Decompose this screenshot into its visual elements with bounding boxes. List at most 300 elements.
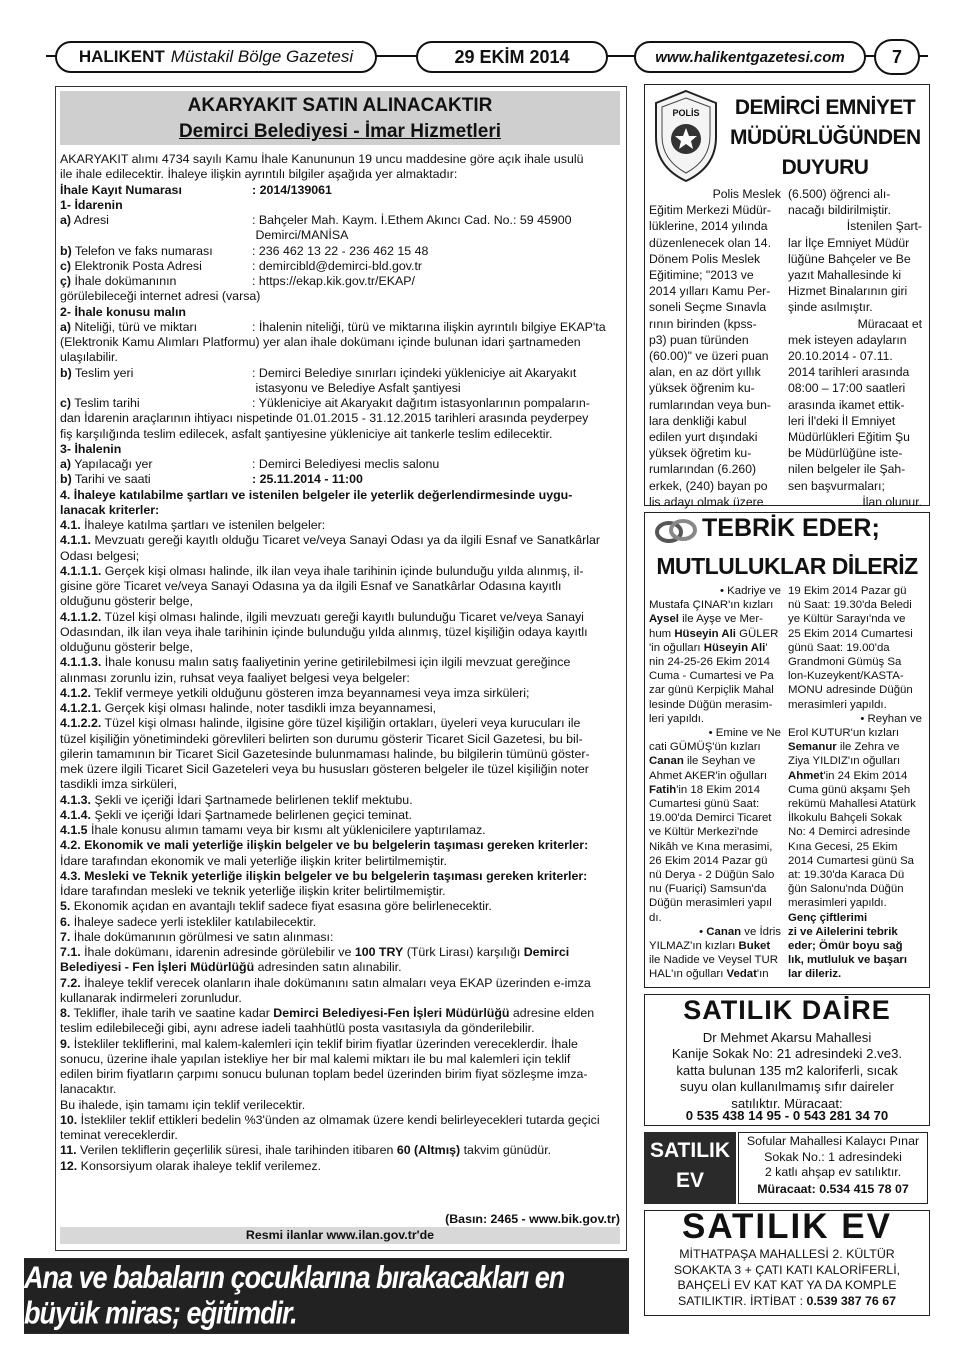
- tender-ad-title: AKARYAKIT SATIN ALINACAKTIR: [187, 95, 493, 116]
- ad-line: [60, 655, 620, 670]
- column-line: Nikâh ve Kına merasimi,: [649, 840, 773, 853]
- column-line: edilen yurt dışındaki: [649, 430, 758, 445]
- ad-line-key: [60, 457, 252, 472]
- column-line: 08:00 – 17:00 saatleri: [788, 381, 906, 396]
- column-line: Müracaat et: [857, 316, 922, 331]
- ad-line: [60, 228, 620, 243]
- ad-line-key: [60, 183, 252, 198]
- ad-line-value: : 25.11.2014 - 11:00: [252, 472, 363, 487]
- ad-line-bold: 60 (Altmış): [396, 1143, 461, 1158]
- ad-line-text: İstekliler tekliflerini, mal kalem-kalemleri için teklif birim fiyatlar üzerinden vereceklerdir. İhale: [70, 1036, 578, 1051]
- website-pill[interactable]: [634, 41, 866, 73]
- ad-line-key: [60, 259, 252, 274]
- ad-line-text: Mevzuatı gereği kayıtlı olduğu Ticaret ve/veya Sanayi Odası ya da ilgili Esnaf ve Sanatkârlar: [91, 533, 600, 548]
- ad-line: [60, 564, 620, 579]
- ad-line-text: AKARYAKIT alımı 4734 sayılı Kamu İhale Kanununun 19 uncu maddesine göre açık ihale usulü: [60, 152, 584, 166]
- house2-ad-title: SATILIK EV: [682, 1207, 892, 1246]
- ad-line-key-prefix: c): [60, 258, 72, 273]
- ad-line: [60, 762, 620, 777]
- ad-line-number: 11.: [60, 1143, 77, 1158]
- tender-ad-subtitle: Demirci Belediyesi - İmar Hizmetleri: [178, 121, 502, 142]
- column-line: 2014 yılları Kamu Per-: [649, 284, 771, 299]
- ad-line-text: (Elektronik Kamu Alımları Platformu) yer alan ihale dokümanı içinde bulunan idari şartnameden: [60, 335, 581, 349]
- ad-line-number: 10.: [60, 1112, 78, 1127]
- ad-line: [60, 671, 620, 686]
- ad-line-number: 12.: [60, 1158, 78, 1173]
- column-line: lesinde Düğün merasim-: [649, 698, 773, 711]
- column-line: Cumartesi günü Saat:: [649, 798, 760, 811]
- ad-line: [60, 350, 620, 365]
- column-line: 19 Ekim 2014 Pazar gü: [788, 585, 907, 597]
- ad-line-text: İdare tarafından mesleki ve teknik yeterliğe ilişkin kriter belirtilmemiştir.: [60, 884, 446, 898]
- ad-line-text-2: (Türk Lirası) karşılığı: [403, 945, 524, 959]
- ad-line: [60, 716, 620, 731]
- ad-line-text-2: adresine elden: [509, 1006, 595, 1020]
- police-logo-text: POLİS: [672, 108, 700, 118]
- column-line: yazıt Mahallesinde ki: [788, 268, 902, 283]
- column-line: erkek, (240) bayan po: [649, 478, 768, 493]
- house2-ad-last-line: [646, 1294, 928, 1308]
- ad-line-key-text: Yapılacağı yer: [71, 457, 153, 471]
- ad-line-value: : https://ekap.kik.gov.tr/EKAP/: [252, 274, 415, 288]
- ad-line: [60, 1006, 620, 1021]
- ad-line: [60, 732, 620, 747]
- ad-line-text: gisine göre Ticaret ve/veya Sanayi Odasına ya da ilgili Esnaf ve Sanatkârlar Odasına kayıtlı: [60, 579, 562, 593]
- police-text-col-1: [649, 186, 781, 510]
- ad-line-text: Konsorsiyum olarak ihaleye teklif verilemez.: [77, 1158, 322, 1173]
- ad-line-key-prefix: a): [60, 213, 72, 227]
- column-line: Semanur ile Zehra ve: [788, 741, 900, 754]
- ad-text-line: satılıktır. Müracaat:: [731, 1095, 843, 1111]
- paper-name-pill: [55, 41, 377, 73]
- house-ad-label-1: SATILIK: [649, 1139, 731, 1162]
- column-line: ile Nadide ve Veysel TUR: [649, 954, 778, 967]
- ad-line-key: [60, 396, 252, 411]
- ad-line-text: Tüzel kişi olması halinde, ilgili mevzuatı gereği kayıtlı bulunduğu Ticaret ve/veya Sanayi: [101, 609, 584, 624]
- ad-line-key-prefix: b): [60, 472, 72, 487]
- ad-line: [60, 1098, 620, 1113]
- police-text-col-2: [788, 186, 922, 510]
- ad-line: [60, 930, 620, 945]
- ad-line: [60, 411, 620, 426]
- column-line: Müdürlükleri Eğitim Şu: [788, 430, 910, 445]
- ad-line-key-text: Teslim yeri: [71, 365, 134, 380]
- tender-ad-title-block: [60, 91, 620, 145]
- column-line: • Reyhan ve: [860, 712, 922, 725]
- column-line: zi ve Ailelerini tebrik: [788, 925, 898, 938]
- column-line: ve Kültür Merkezi'nde: [649, 826, 759, 839]
- ad-line-number: 4.1.1.: [60, 533, 92, 548]
- ad-line: [60, 1082, 620, 1097]
- ad-line-text-2: adresinden satın alınabilir.: [254, 960, 402, 975]
- column-line: Erol KUTUR'un kızları: [788, 727, 900, 740]
- ad-line-number: 8.: [60, 1006, 71, 1020]
- paper-name: HALIKENT: [78, 47, 165, 66]
- congrats-text-col-2: [788, 584, 922, 982]
- column-line: Ziya YILDIZ'ın oğulları: [788, 755, 901, 768]
- ad-line: [60, 335, 620, 350]
- ad-line-text: olduğunu gösterir belge,: [60, 640, 193, 654]
- column-line: merasimleri yapıldı.: [788, 897, 887, 910]
- column-line: Cuma - Cumartesi ve Pa: [649, 670, 774, 683]
- ad-line-value: : Bahçeler Mah. Kaym. İ.Ethem Akıncı Cad. No.: 59 45900: [252, 213, 572, 227]
- column-line: leri İl'deki İl Emniyet: [788, 413, 896, 428]
- column-line: dı.: [649, 911, 662, 924]
- ad-line-key-prefix: a): [60, 319, 72, 334]
- column-line: alan, en az dört yıllık: [649, 365, 761, 380]
- ad-line-text: kullanarak indirmeleri zorunludur.: [60, 990, 242, 1005]
- ad-line-text: İhaleye teklif verecek olanların ihale dokümanını satın almaları veya EKAP üzerinden e-imza: [80, 975, 591, 990]
- ad-line-key-prefix: ç): [60, 274, 72, 288]
- ad-line: [60, 320, 620, 335]
- ad-line-value: : Demirci Belediye sınırları içindeki yükleniciye ait Akaryakıt: [252, 365, 577, 380]
- ad-line-key: [60, 274, 252, 289]
- column-line: soneli Seçme Sınavla: [649, 300, 767, 315]
- column-line: No: 4 Demirci adresinde: [788, 826, 911, 839]
- column-line: mek isteyen adayların: [788, 332, 907, 347]
- ad-line: [60, 808, 620, 823]
- column-line: (6.500) öğrenci alı-: [788, 187, 891, 201]
- column-line: rekümü Mahallesi Atatürk: [788, 798, 916, 811]
- ad-line-text: sonucu, üzerine ihale yapılan istekliye her bir mal kalemi miktarı ile bu mal kalemleri için teklif: [60, 1051, 571, 1066]
- column-line: lis adayı olmak üzere: [649, 494, 764, 509]
- press-note: (Basın: 2465 - www.bik.gov.tr): [445, 1212, 620, 1226]
- column-line: Kına Gecesi, 25 Ekim: [788, 840, 898, 853]
- column-line: lüklerine, 2014 yılında: [649, 219, 768, 234]
- ad-line: [60, 1113, 620, 1128]
- ad-line: [60, 793, 620, 808]
- website-link[interactable]: www.halikentgazetesi.com: [655, 48, 845, 66]
- column-line: nü Saat: 19.30'da Beledi: [788, 599, 912, 612]
- column-line: eder; Ömür boyu sağ: [788, 940, 903, 953]
- column-line: Fatih'in 18 Ekim 2014: [649, 783, 761, 796]
- ad-text-line: BAHÇELİ EV KAT KAT YA DA KOMPLE: [677, 1278, 897, 1293]
- ad-line: [60, 579, 620, 594]
- police-title-line-2: MÜDÜRLÜĞÜNDEN: [730, 126, 921, 149]
- column-line: nu (Fuariçi) Samsun'da: [649, 883, 767, 896]
- police-title-line-1: DEMİRCİ EMNİYET: [734, 96, 916, 119]
- police-badge-icon: [650, 89, 722, 188]
- column-line: İlkokulu Bahçeli Sokak: [788, 812, 902, 825]
- ad-line: [60, 457, 620, 472]
- column-line: 2014 Cumartesi günü Sa: [788, 854, 915, 867]
- column-line: at: 19.30'da Karaca Dü: [788, 869, 905, 882]
- column-line: YILMAZ'ın kızları Buket: [649, 940, 771, 953]
- column-line: Eğitim Merkezi Müdür-: [649, 203, 771, 218]
- ad-line-key: [60, 213, 252, 228]
- ad-line: [60, 747, 620, 762]
- ad-line-number: 4.1.1.3.: [60, 655, 102, 670]
- ad-line: [60, 1067, 620, 1082]
- ad-line: [60, 1021, 620, 1036]
- ad-line: [60, 701, 620, 716]
- column-line: Hizmet Binalarının giri: [788, 284, 908, 299]
- ad-line-key: [60, 472, 252, 487]
- ad-line-value: : Demirci Belediyesi meclis salonu: [252, 457, 440, 471]
- column-line: p3) puan türünden: [649, 332, 749, 347]
- ad-line-text: Gerçek kişi olması halinde, ilk ilan veya ihale tarihinin içinde bulunduğu yılda alınmış, il-: [101, 563, 584, 578]
- ad-line: [60, 823, 620, 838]
- ad-line-text: İhale konusu malın satış faaliyetinin yerine getirilebilmesi için ilgili mevzuat gereğince: [101, 655, 571, 670]
- column-line: zar günü Kerpiçlik Mahal: [649, 684, 774, 697]
- ad-line: [60, 686, 620, 701]
- column-line: Eğitimine; "2013 ve: [649, 268, 754, 283]
- column-line: sen başvurmaları;: [788, 478, 885, 493]
- ad-line: [60, 259, 620, 274]
- house2-ad-text: [646, 1247, 928, 1294]
- column-line: düzenlenecek olan 14.: [649, 235, 771, 250]
- police-title-line-3: DUYURU: [781, 156, 869, 179]
- ad-line-number: 6.: [60, 914, 71, 929]
- ad-line-text: 1- İdarenin: [60, 197, 123, 212]
- official-ads-footer: [60, 1227, 620, 1244]
- column-line: Grandmoni Gümüş Sa: [788, 656, 902, 669]
- ad-line: [60, 274, 620, 289]
- ad-line: [60, 533, 620, 548]
- ad-line: [60, 396, 620, 411]
- ad-line: [60, 625, 620, 640]
- house2-ad-last-prefix: SATILIKTIR. İRTİBAT :: [677, 1294, 807, 1308]
- house-ad-label: [644, 1132, 736, 1204]
- ad-line-number: 4.1.2.: [60, 685, 92, 700]
- ad-line-text: Bu ihalede, işin tamamı için teklif verilecektir.: [60, 1097, 306, 1112]
- column-line: arasında ikamet ettik-: [788, 397, 905, 412]
- column-line: cati GÜMÜŞ'ün kızları: [649, 741, 761, 754]
- ad-line-text-2: takvim günüdür.: [460, 1143, 552, 1158]
- ad-line-key-text: İhale Kayıt Numarası: [60, 182, 182, 197]
- ad-line-text: 3- İhalenin: [60, 441, 122, 456]
- congrats-text-col-1: [649, 584, 781, 982]
- column-line: MONU adresinde Düğün: [788, 684, 913, 697]
- ad-line-text: İhale konusu alımın tamamı veya bir kısmı alt yüklenicilere yaptırılamaz.: [87, 823, 486, 837]
- ad-line-key-prefix: c): [60, 396, 72, 410]
- ad-line-text: Gerçek kişi olması halinde, noter tasdikli imza beyannamesi,: [101, 701, 437, 715]
- ad-line: [60, 442, 620, 457]
- column-line: Düğün merasimleri yapıl: [649, 897, 772, 910]
- ad-line: [60, 777, 620, 792]
- ad-line-number: 4.1.2.2.: [60, 716, 102, 731]
- column-line: günü Saat: 19.00'da: [788, 641, 890, 654]
- ad-line: [60, 976, 620, 991]
- column-line: nilen belgeler ile Şah-: [788, 462, 906, 477]
- official-ads-footer-text: Resmi ilanlar www.ilan.gov.tr'de: [245, 1228, 435, 1242]
- ad-line-text: ulaşılabilir.: [60, 350, 118, 365]
- column-line: lüğüne Bahçeler ve Be: [788, 251, 911, 266]
- column-line: Dönem Polis Meslek: [649, 251, 761, 266]
- ad-line-text: alınması zorunlu izin, ruhsat veya faaliyet belgesi veya belgeler:: [60, 670, 410, 685]
- ad-line: [60, 640, 620, 655]
- apartment-ad-title: SATILIK DAİRE: [683, 995, 891, 1025]
- ad-line-text: olduğunu gösterir belge,: [60, 594, 193, 609]
- ad-line-text: fiş karşılığında teslim edilecek, asfalt şantiyesine yükleniciye ait tankerle teslim edilecektir.: [60, 426, 553, 441]
- ad-text-line: SOKAKTA 3 + ÇATI KATI KALORİFERLİ,: [673, 1262, 901, 1277]
- ad-line-text: İhaleye katılma şartları ve istenilen belgeler:: [80, 518, 326, 532]
- column-line: Canan ile Seyhan ve: [649, 755, 756, 768]
- column-line: lar dileriz.: [788, 968, 842, 981]
- ad-line-text: Şekli ve içeriği İdari Şartnamede belirlenen geçici teminat.: [91, 807, 412, 822]
- column-line: leri yapıldı.: [649, 712, 705, 725]
- column-line: lon-Kuzeykent/KASTA-: [788, 670, 904, 683]
- column-line: merasimleri yapıldı.: [788, 698, 887, 711]
- column-line: Genç çiftlerimi: [788, 911, 868, 924]
- column-line: (60.00)" ve üzeri puan: [649, 349, 769, 364]
- column-line: 19.00'da Demirci Ticaret: [649, 812, 772, 825]
- ad-line-value: : 2014/139061: [252, 182, 332, 197]
- column-line: Ahmet AKER'in oğulları: [649, 769, 768, 782]
- ad-line-key-text: Telefon ve faks numarası: [71, 243, 213, 258]
- ad-line-text: İstekliler teklif ettikleri bedelin %3'ünden az olmamak üzere kendi belirleyecekleri tutarda geçici: [77, 1112, 600, 1127]
- ad-line-text: Odasından, ilk ilan veya ihale tarihinin içinde bulunduğu yılda alınmış, tüzel kişiliğin odaya kayıtlı: [60, 624, 588, 639]
- ad-text-line: katta bulunan 135 m2 kaloriferli, sıcak: [676, 1062, 898, 1078]
- ad-line-number: 5.: [60, 899, 71, 914]
- ad-line-text: edilen birim fiyatların çarpımı sonucu bulunan toplam bedel üzerinden birim fiyat sözleşme imza-: [60, 1067, 588, 1081]
- ad-line-number: 4.1.1.1.: [60, 563, 102, 578]
- ad-line: [60, 152, 620, 167]
- column-line: nacağı bildirilmiştir.: [788, 203, 891, 218]
- ad-line: [60, 594, 620, 609]
- ad-line: [60, 472, 620, 487]
- ad-line: [60, 1052, 620, 1067]
- column-line: • Canan ve İdris: [699, 925, 781, 938]
- column-line: • Emine ve Ne: [708, 727, 781, 740]
- house-ad-phone: Müracaat: 0.534 415 78 07: [757, 1182, 909, 1196]
- column-line: ye Kültür Sarayı'nda ve: [788, 613, 906, 626]
- ad-line: [60, 960, 620, 975]
- ad-line-text: görülebileceği internet adresi (varsa): [60, 289, 261, 304]
- ad-line-text: 4. İhaleye katılabilme şartları ve istenilen belgeler ile yeterlik değerlendirmesinde uygu-: [60, 487, 573, 502]
- ad-text-line: Dr Mehmet Akarsu Mahallesi: [702, 1030, 872, 1045]
- ad-line-text: İhaleye sadece yerli istekliler katılabilecektir.: [70, 914, 317, 929]
- page-number-pill: [874, 39, 920, 75]
- column-line: rumlarından (6.260): [649, 462, 757, 477]
- column-line: Cuma günü akşamı Şeh: [788, 783, 911, 796]
- ad-line-text: teslim edilebileceği gibi, aynı adrese iadeli taahhütlü posta vasıtasıyla da gönderilebilir.: [60, 1021, 535, 1036]
- ad-line: [60, 899, 620, 914]
- column-line: 26 Ekim 2014 Pazar gü: [649, 854, 768, 867]
- column-line: yüksek öğretim ku-: [649, 446, 752, 461]
- date-pill: [416, 41, 608, 73]
- ad-line: [60, 213, 620, 228]
- ad-line-text: Teklif vermeye yetkili olduğunu gösteren imza beyannamesi veya imza sirküleri;: [91, 685, 530, 700]
- column-line: rumlarından veya bun-: [649, 397, 771, 412]
- ad-line-bold: 100 TRY: [354, 945, 404, 959]
- ad-line-text: Belediyesi - Fen İşleri Müdürlüğü: [60, 960, 255, 975]
- ad-line-key-text: Tarihi ve saati: [71, 472, 151, 487]
- ad-line-text: lanacaktır.: [60, 1082, 117, 1097]
- house2-ad-phone: 0.539 387 76 67: [806, 1294, 897, 1308]
- ad-line-text: 4.2. Ekonomik ve mali yeterliğe ilişkin belgeler ve bu belgelerin taşıması gereken kriterler:: [60, 838, 589, 853]
- column-line: Ahmet'in 24 Ekim 2014: [788, 769, 908, 782]
- ad-text-line: Sokak No.: 1 adresindeki: [764, 1149, 902, 1164]
- ad-line-text: dan İdarenin araçlarının ihtiyacı nispetinde 01.01.2015 - 31.12.2015 tarihleri arasında peyderpey: [60, 411, 589, 426]
- ad-line: [60, 518, 620, 533]
- ad-line-number: 4.1.3.: [60, 792, 92, 807]
- ad-line: [60, 945, 620, 960]
- ad-line: [60, 838, 620, 853]
- ad-line-text: lanacak kriterler:: [60, 502, 160, 517]
- apartment-ad-text: [646, 1030, 928, 1112]
- congrats-title-1: TEBRİK EDER;: [702, 514, 880, 542]
- ad-line: [60, 1128, 620, 1143]
- ad-line-key-prefix: a): [60, 457, 72, 471]
- column-line: 20.10.2014 - 07.11.: [788, 349, 893, 364]
- ad-line: [60, 381, 620, 396]
- ad-line-text: ile ihale edilecektir. İhaleye ilişkin ayrıntılı bilgiler aşağıda yer almaktadır:: [60, 167, 458, 182]
- column-line: yüksek öğrenim ku-: [649, 381, 755, 396]
- ad-line: [60, 198, 620, 213]
- ad-line-key-text: Niteliği, türü ve miktarı: [71, 319, 198, 334]
- ad-line: [60, 488, 620, 503]
- ad-line-number: 7.1.: [60, 945, 81, 959]
- column-line: be Müdürlüğüne iste-: [788, 446, 903, 461]
- house-ad-label-2: EV: [675, 1169, 704, 1192]
- column-line: Polis Meslek: [712, 187, 781, 201]
- ad-line-value: : demircibld@demirci-bld.gov.tr: [252, 258, 423, 273]
- ad-line-number: 4.1.2.1.: [60, 701, 102, 715]
- column-line: 2014 tarihleri arasında: [788, 365, 910, 380]
- ad-text-line: 2 katlı ahşap ev satılıktır.: [764, 1165, 902, 1180]
- ad-line-text: gilerin tamamının bir Ticaret Sicil Gazetesinde bulunmaması halinde, bu bilgilerin tümünü göster-: [60, 746, 590, 761]
- ad-line-number: 7.: [60, 929, 71, 944]
- ad-line-key-prefix: b): [60, 365, 72, 380]
- column-line: 'in oğulları Hüseyin Ali': [649, 641, 768, 654]
- education-banner-text: Ana ve babaların çocuklarına bırakacakları en büyük miras; eğitimdir.: [24, 1260, 565, 1331]
- ad-line: [60, 427, 620, 442]
- ad-line-value: : Yükleniciye ait Akaryakıt dağıtım istasyonlarının pompaların-: [252, 396, 590, 410]
- ad-line-text: 4.3. Mesleki ve Teknik yeterliğe ilişkin belgeler ve bu belgelerin taşıması gereken kriterler:: [60, 868, 588, 883]
- ad-line-number: 7.2.: [60, 975, 81, 990]
- ad-line-key: [60, 366, 252, 381]
- apartment-ad-phone: 0 535 438 14 95 - 0 543 281 34 70: [685, 1108, 889, 1123]
- ad-line-text: mek üzere ilgili Ticaret Sicil Gazeteleri veya bu hususları gösteren belgeler ile tüzel kişiliğin noter: [60, 762, 589, 776]
- column-line: Mustafa ÇINAR'ın kızları: [649, 599, 774, 612]
- ad-text-line: Sofular Mahallesi Kalaycı Pınar: [746, 1134, 920, 1148]
- ad-line-text: Odası belgesi;: [60, 548, 140, 563]
- congrats-title-2: MUTLULUKLAR DİLERİZ: [656, 553, 918, 579]
- column-line: İstenilen Şart-: [846, 219, 922, 234]
- ad-line: [60, 1143, 620, 1158]
- column-line: HAL'ın oğulları Vedat'ın: [649, 968, 769, 981]
- ad-line-value: Demirci/MANİSA: [252, 228, 349, 243]
- ad-line: [60, 610, 620, 625]
- column-line: şinde asılmıştır.: [788, 300, 873, 315]
- ad-line-text: İdare tarafından ekonomik ve mali yeterliğe ilişkin kriter belirtilmemiştir.: [60, 853, 448, 868]
- ad-line-text: Teklifler, ihale tarih ve saatine kadar: [70, 1006, 274, 1020]
- ad-line: [60, 167, 620, 182]
- ad-line-text: tüzel kişiliğin yönetimindeki görevlileri belirten son durumu gösterir Ticaret Sicil Gazetesi, bu bil-: [60, 731, 583, 746]
- column-line: lar İlçe Emniyet Müdür: [788, 235, 910, 250]
- ad-line: [60, 549, 620, 564]
- ad-line-text: İhale dokümanının görülmesi ve satın alınması:: [70, 929, 334, 944]
- education-banner: [24, 1258, 629, 1334]
- column-line: lık, mutluluk ve başarı: [788, 954, 908, 967]
- ad-text-line: Kanije Sokak No: 21 adresindeki 2.ve3.: [671, 1046, 903, 1062]
- column-line: • Kadriye ve: [720, 585, 781, 597]
- police-title: [730, 93, 920, 183]
- column-line: nü Derya - 2 Düğün Salo: [649, 869, 775, 882]
- ad-line-text: Ekonomik açıdan en avantajlı teklif sadece fiyat esasına göre belirlenecektir.: [70, 899, 492, 914]
- ad-line-value: istasyonu ve Belediye Asfalt şantiyesi: [252, 380, 461, 395]
- ad-line-key-text: İhale dokümanının: [71, 274, 177, 288]
- ad-line-key-text: Elektronik Posta Adresi: [71, 258, 202, 273]
- ad-line: [60, 305, 620, 320]
- ad-line-value: : 236 462 13 22 - 236 462 15 48: [252, 243, 429, 258]
- ad-line-number: 4.1.: [60, 518, 81, 532]
- column-line: hum Hüseyin Ali GÜLER: [649, 627, 779, 640]
- issue-date: 29 EKİM 2014: [454, 46, 570, 67]
- column-line: Aysel ile Ayşe ve Mer-: [649, 613, 763, 626]
- ad-line-number: 9.: [60, 1036, 71, 1051]
